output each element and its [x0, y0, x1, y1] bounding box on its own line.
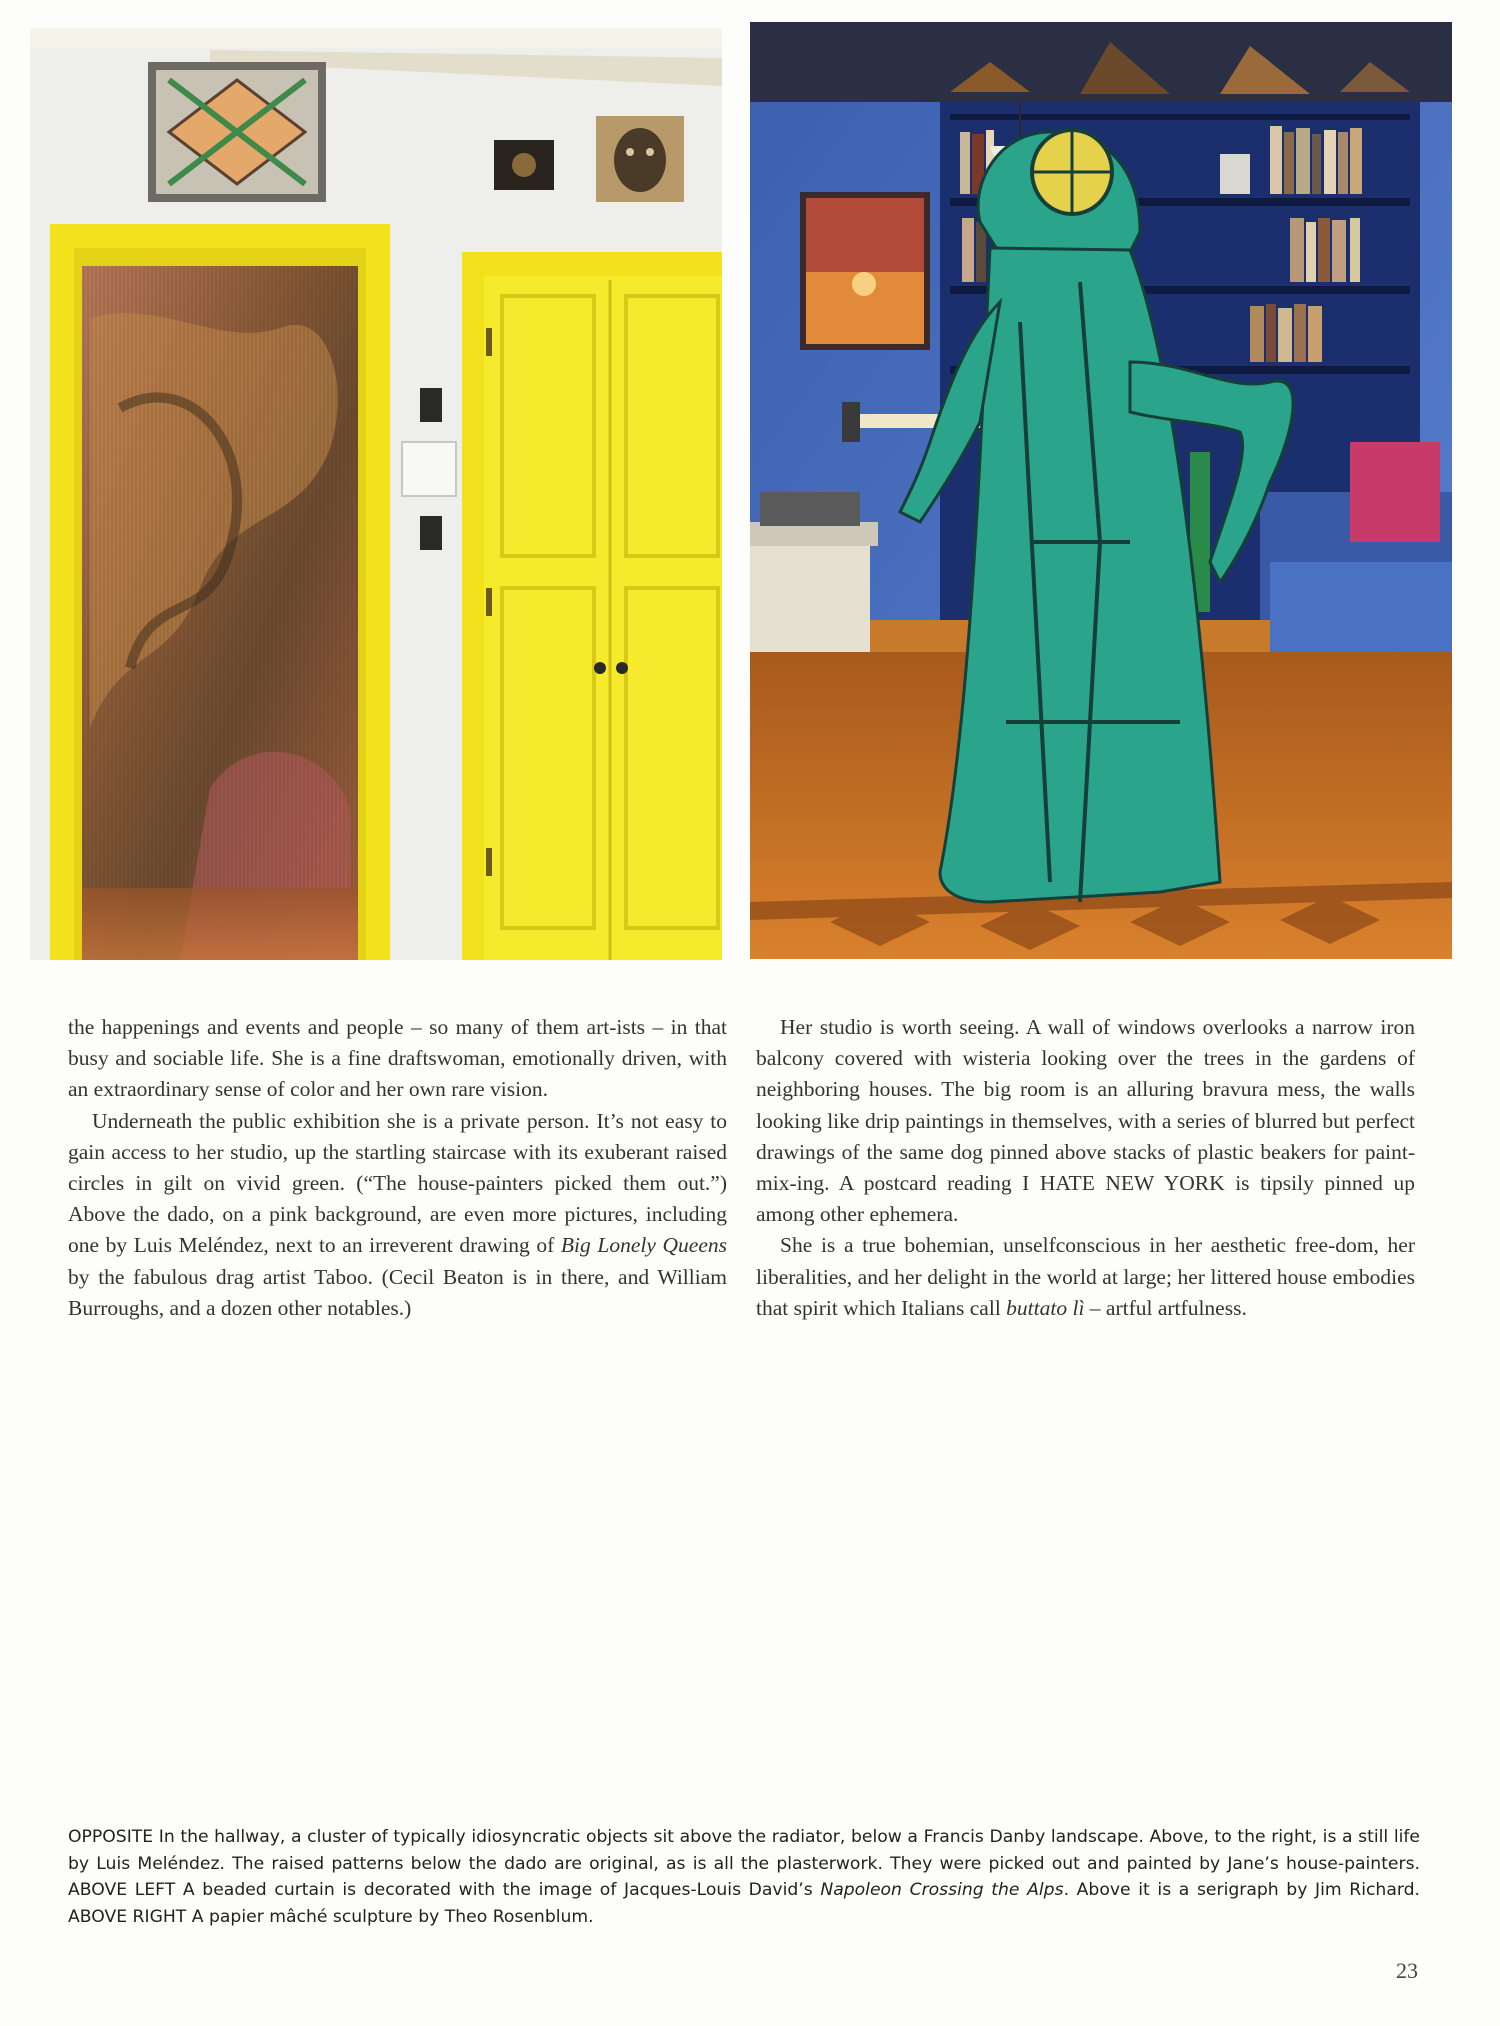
body-text-right-column: [756, 1012, 1415, 1324]
body-paragraph: Her studio is worth seeing. A wall of windows overlooks a narrow iron balcony covered with wisteria looking over the trees in the gardens of neighboring houses. The big room is an alluring bravura mess, the walls looking like drip paintings in themselves, with a series of blurred but perfect drawings of the same dog pinned above stacks of plastic beakers for paint-mix-ing. A postcard reading I HATE NEW YORK is tipsily pinned up among other ephemera.: [756, 1015, 1415, 1227]
body-text-left-column: [68, 1012, 727, 1324]
body-paragraph: Underneath the public exhibition she is a private person. It’s not easy to gain access to her studio, up the startling staircase with its exuberant raised circles in gilt on vivid green. (“The house-painters picked them out.”) Above the dado, on a pink background, are even more pictures, including one by Luis Meléndez, next to an irreverent drawing of Big Lonely Queens by the fabulous drag artist Taboo. (Cecil Beaton is in there, and William Burroughs, and a dozen other notables.): [68, 1108, 727, 1320]
serigraph-frame: [148, 62, 326, 202]
photo-beaded-curtain-yellow-door: [30, 28, 722, 960]
photo-caption: OPPOSITE In the hallway, a cluster of typically idiosyncratic objects sit above the radiator, below a Francis Danby landscape. Above, to the right, is a still life by Luis Meléndez. The raised patterns below the dado are original, as is all the plasterwork. They were picked out and painted by Jane’s house-painters. ABOVE LEFT A beaded curtain is decorated with the image of Jacques-Louis David’s Napoleon Crossing the Alps. Above it is a serigraph by Jim Richard. ABOVE RIGHT A papier mâché sculpture by Theo Rosenblum.: [68, 1827, 1420, 1927]
photo-papier-mache-sculpture: [750, 22, 1452, 959]
body-paragraph: the happenings and events and people – so many of them art-ists – in that busy and sociable life. She is a fine draftswoman, emotionally driven, with an extraordinary sense of color and her own rare vision.: [68, 1015, 727, 1102]
body-paragraph: She is a true bohemian, unselfconscious in her aesthetic free-dom, her liberalities, and her delight in the world at large; her littered house embodies that spirit which Italians call buttato lì – artful artfulness.: [756, 1233, 1415, 1320]
page-number: 23: [1396, 1958, 1418, 1983]
